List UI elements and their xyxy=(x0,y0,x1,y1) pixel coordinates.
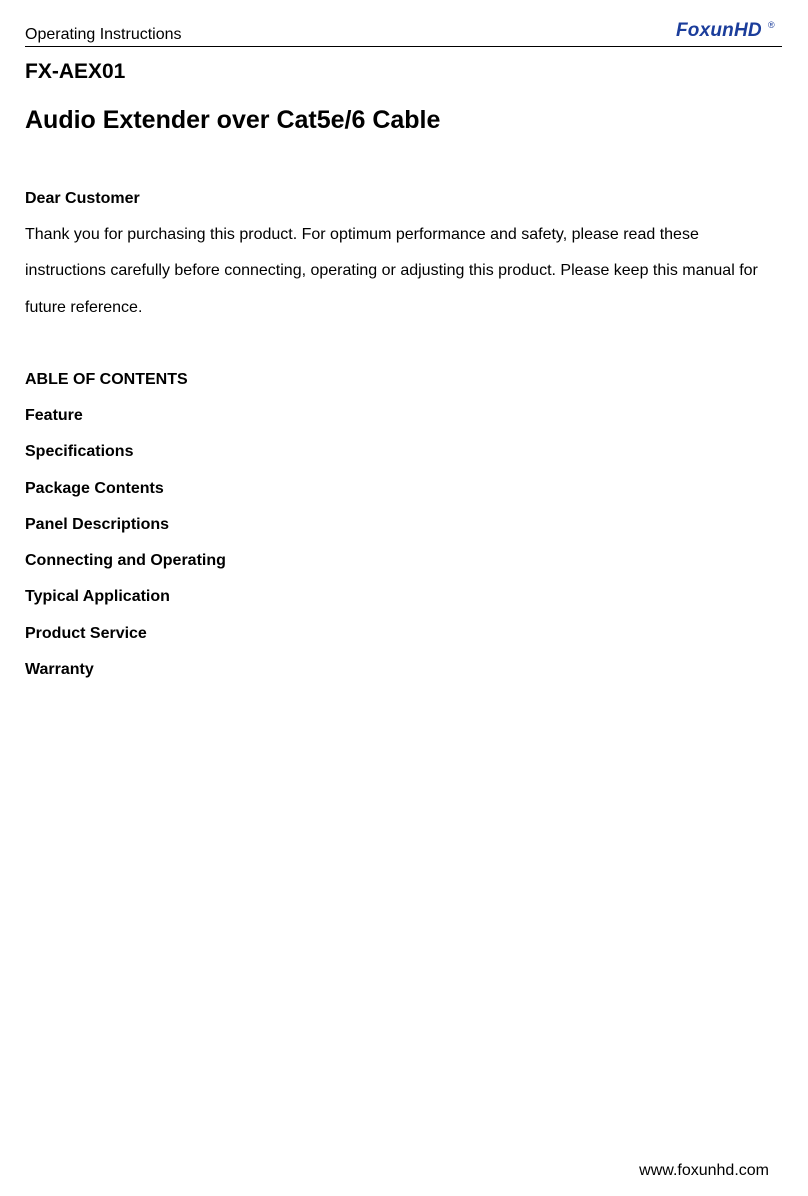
toc-heading: ABLE OF CONTENTS xyxy=(25,371,188,388)
model-number: FX-AEX01 xyxy=(25,60,126,83)
intro-paragraph xyxy=(25,225,785,334)
toc-item-package-contents: Package Contents xyxy=(25,479,164,497)
brand-logo-suffix: HD xyxy=(734,20,762,41)
toc-item-warranty: Warranty xyxy=(25,661,94,679)
toc-item-product-service: Product Service xyxy=(25,624,147,642)
header-title: Operating Instructions xyxy=(25,26,182,43)
greeting: Dear Customer xyxy=(25,190,140,207)
header-divider xyxy=(25,46,782,47)
intro-line: instructions carefully before connecting, operating or adjusting this product. Please keep this manual for xyxy=(25,262,758,280)
intro-line: Thank you for purchasing this product. For optimum performance and safety, please read these xyxy=(25,226,699,243)
brand-logo-main: Foxun xyxy=(676,20,734,41)
toc-item-typical-application: Typical Application xyxy=(25,588,170,606)
toc-item-connecting-operating: Connecting and Operating xyxy=(25,552,226,570)
table-of-contents xyxy=(25,406,226,696)
registered-mark: ® xyxy=(768,20,775,30)
brand-logo xyxy=(676,19,775,43)
intro-line: future reference. xyxy=(25,298,143,316)
product-title: Audio Extender over Cat5e/6 Cable xyxy=(25,106,441,134)
toc-item-specifications: Specifications xyxy=(25,443,134,461)
toc-item-feature: Feature xyxy=(25,407,83,424)
footer-website: www.foxunhd.com xyxy=(639,1162,769,1179)
toc-item-panel-descriptions: Panel Descriptions xyxy=(25,515,170,533)
